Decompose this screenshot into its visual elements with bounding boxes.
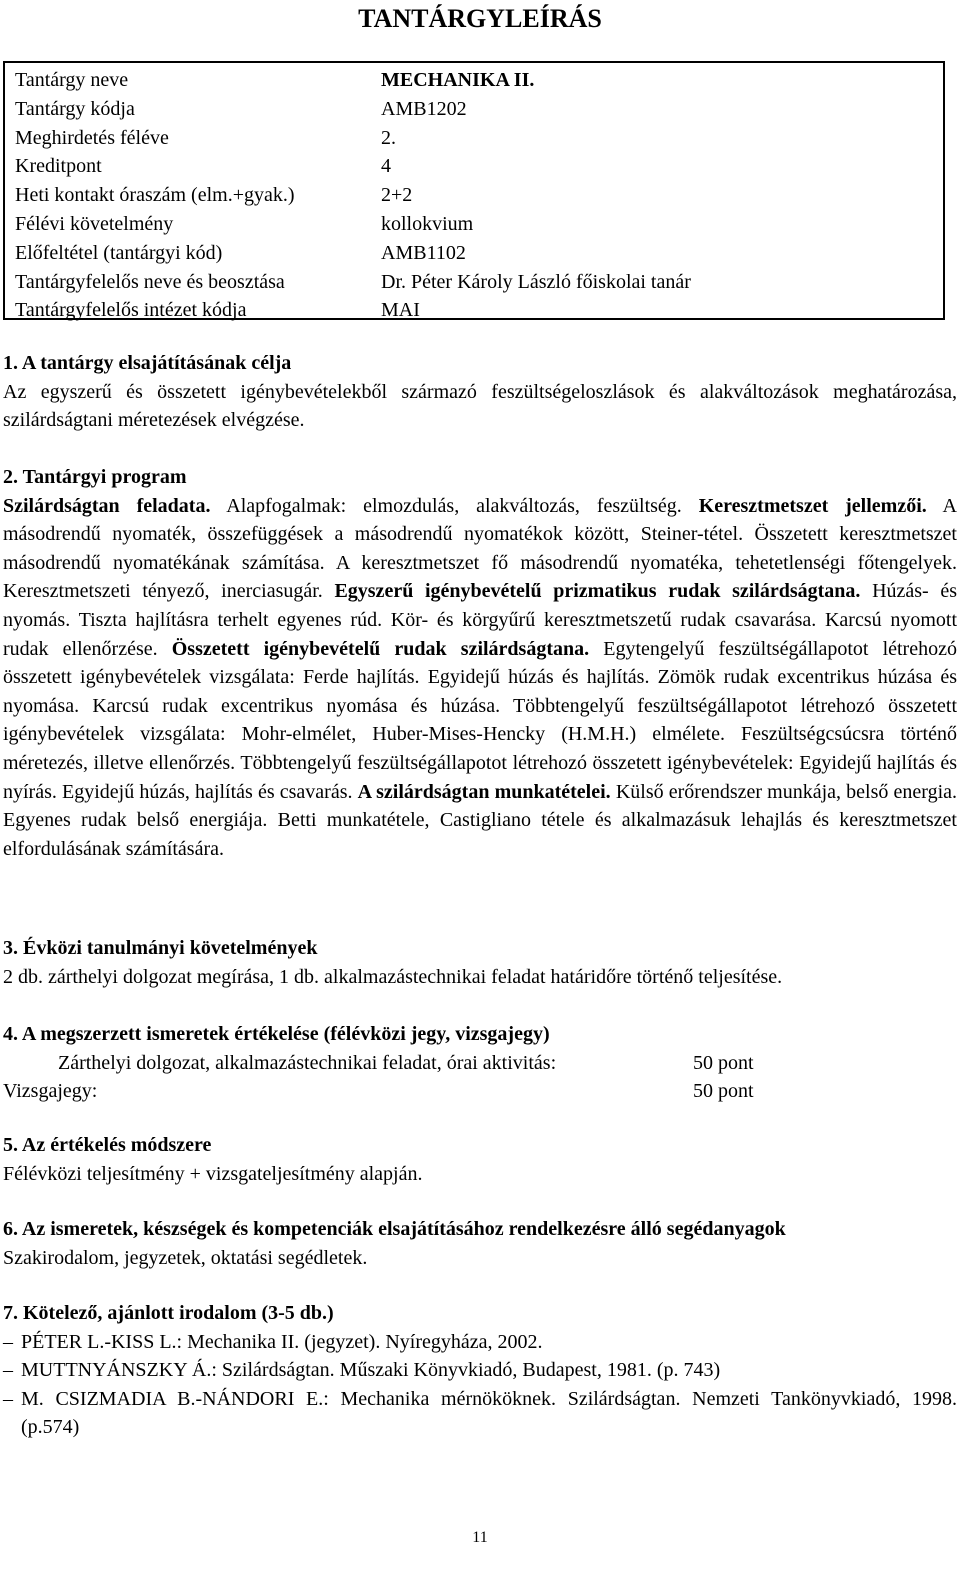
info-row-hours bbox=[15, 181, 943, 210]
dash-bullet: – bbox=[3, 1359, 13, 1382]
info-value: MAI bbox=[381, 299, 420, 322]
info-value: MECHANIKA II. bbox=[381, 69, 535, 91]
section-materials bbox=[3, 1215, 957, 1272]
grade-row bbox=[3, 1077, 957, 1106]
info-value: AMB1102 bbox=[381, 241, 466, 264]
program-part: A másodrendű nyomaték, összefüggések a másodrendű nyomatékok között, Steiner-tétel. Összetett keresztmetszet másodrendű nyomatékának számítása. A keresztmetszet fő másodrendű nyomatéka, tehetetlenségi főtengelyek. Keresztmetszeti tényező, inerciasugár. bbox=[3, 494, 957, 603]
info-label: Tantárgy kódja bbox=[15, 97, 135, 120]
info-label: Félévi követelmény bbox=[15, 212, 174, 235]
literature-item bbox=[3, 1328, 957, 1357]
info-value: 4 bbox=[381, 155, 391, 178]
info-label: Tantárgy neve bbox=[15, 69, 129, 91]
section-text: Az egyszerű és összetett igénybevételekből származó feszültségeloszlások és alakváltozások meghatározása, szilárdságtani méretezések elvégzése. bbox=[3, 380, 957, 432]
info-row-responsible bbox=[15, 268, 943, 297]
info-row-institute bbox=[15, 296, 943, 325]
section-text: Félévközi teljesítmény + vizsgateljesítmény alapján. bbox=[3, 1162, 423, 1185]
program-part: Egyszerű igénybevételű prizmatikus rudak szilárdságtana. bbox=[334, 580, 861, 603]
section-requirements bbox=[3, 934, 957, 991]
grade-label: Zárthelyi dolgozat, alkalmazástechnikai feladat, órai aktivitás: bbox=[58, 1051, 557, 1074]
program-part: A szilárdságtan munkatételei. bbox=[357, 780, 611, 803]
course-info-table bbox=[3, 61, 945, 320]
info-row-semester bbox=[15, 124, 943, 153]
literature-text: MUTTNYÁNSZKY Á.: Szilárdságtan. Műszaki Könyvkiadó, Budapest, 1981. (p. 743) bbox=[21, 1359, 721, 1382]
section-text: 2 db. zárthelyi dolgozat megírása, 1 db. alkalmazástechnikai feladat határidőre történő teljesítése. bbox=[3, 965, 783, 988]
literature-item bbox=[3, 1356, 957, 1385]
dash-bullet: – bbox=[3, 1330, 13, 1353]
info-value: Dr. Péter Károly László főiskolai tanár bbox=[381, 270, 691, 293]
info-label: Előfeltétel (tantárgyi kód) bbox=[15, 241, 223, 264]
program-part: Külső erőrendszer munkája, belső energia. Egyenes rudak belső energiája. Betti munkatétele, Castigliano tétele és alkalmazásuk lehajlás és keresztmetszet elfordulásának számítására. bbox=[3, 780, 958, 860]
info-row-requirement bbox=[15, 210, 943, 239]
section-literature bbox=[3, 1299, 957, 1442]
program-part: Húzás- és nyomás. Tiszta hajlításra terhelt egyenes rúd. Kör- és körgyűrű keresztmetszetű rudak csavarása. Karcsú nyomott rudak ellenőrzése. bbox=[3, 580, 958, 660]
page-number: 11 bbox=[472, 1529, 488, 1546]
info-row-prerequisite bbox=[15, 239, 943, 268]
program-part: Keresztmetszet jellemzői. bbox=[698, 494, 927, 517]
section-program bbox=[3, 463, 957, 863]
section-heading: 2. Tantárgyi program bbox=[3, 466, 187, 488]
info-value: AMB1202 bbox=[381, 97, 467, 120]
section-method bbox=[3, 1131, 957, 1188]
info-label: Meghirdetés féléve bbox=[15, 126, 169, 149]
program-text bbox=[3, 492, 957, 864]
literature-text: PÉTER L.-KISS L.: Mechanika II. (jegyzet). Nyíregyháza, 2002. bbox=[21, 1330, 543, 1353]
info-value: 2. bbox=[381, 126, 396, 149]
info-label: Kreditpont bbox=[15, 155, 102, 178]
document-title: TANTÁRGYLEÍRÁS bbox=[358, 4, 602, 33]
grade-label: Vizsgajegy: bbox=[3, 1080, 98, 1103]
info-value: 2+2 bbox=[381, 184, 413, 207]
section-heading: 4. A megszerzett ismeretek értékelése (félévközi jegy, vizsgajegy) bbox=[3, 1023, 550, 1045]
program-part: Egytengelyű feszültségállapotot létrehozó összetett igénybevételek vizsgálata: Ferde hajlítás. Egyidejű húzás és hajlítás. Zömök rudak excentrikus húzása és nyomása. Karcsú rudak excentrikus nyomása és húzása. Többtengelyű feszültségállapotot létrehozó összetett igénybevételek vizsgálata: Mohr-elmélet, Huber-Mises-Hencky (H.M.H.) elmélete. Feszültségcsúcsra történő méretezés, illetve ellenőrzés. Többtengelyű feszültségállapotot létrehozó összetett igénybevételek: Egyidejű hajlítás és nyírás. Egyidejű húzás, hajlítás és csavarás. bbox=[3, 637, 957, 803]
info-label: Tantárgyfelelős intézet kódja bbox=[15, 299, 247, 322]
grade-value: 50 pont bbox=[693, 1080, 754, 1103]
program-part: Szilárdságtan feladata. bbox=[3, 494, 211, 517]
info-label: Heti kontakt óraszám (elm.+gyak.) bbox=[15, 184, 295, 207]
section-heading: 6. Az ismeretek, készségek és kompetenciák elsajátításához rendelkezésre álló segédanyagok bbox=[3, 1218, 786, 1240]
program-part: Alapfogalmak: elmozdulás, alakváltozás, feszültség. bbox=[210, 494, 699, 517]
literature-text: M. CSIZMADIA B.-NÁNDORI E.: Mechanika mérnököknek. Szilárdságtan. Nemzeti Tankönyvkiadó, 1998. (p.574) bbox=[21, 1387, 957, 1439]
info-value: kollokvium bbox=[381, 212, 474, 235]
section-text: Szakirodalom, jegyzetek, oktatási segédletek. bbox=[3, 1246, 368, 1269]
section-goal bbox=[3, 349, 957, 435]
dash-bullet: – bbox=[3, 1387, 13, 1410]
literature-item bbox=[3, 1385, 957, 1442]
info-row-code bbox=[15, 95, 943, 124]
grade-row bbox=[3, 1049, 957, 1078]
program-part: Összetett igénybevételű rudak szilárdságtana. bbox=[171, 637, 590, 660]
section-heading: 5. Az értékelés módszere bbox=[3, 1134, 212, 1156]
info-row-credits bbox=[15, 152, 943, 181]
section-heading: 3. Évközi tanulmányi követelmények bbox=[3, 937, 318, 959]
info-row-name bbox=[15, 66, 943, 95]
section-evaluation bbox=[3, 1020, 957, 1106]
info-label: Tantárgyfelelős neve és beosztása bbox=[15, 270, 285, 293]
section-heading: 1. A tantárgy elsajátításának célja bbox=[3, 352, 292, 374]
grade-value: 50 pont bbox=[693, 1051, 754, 1074]
section-heading: 7. Kötelező, ajánlott irodalom (3-5 db.) bbox=[3, 1302, 334, 1324]
